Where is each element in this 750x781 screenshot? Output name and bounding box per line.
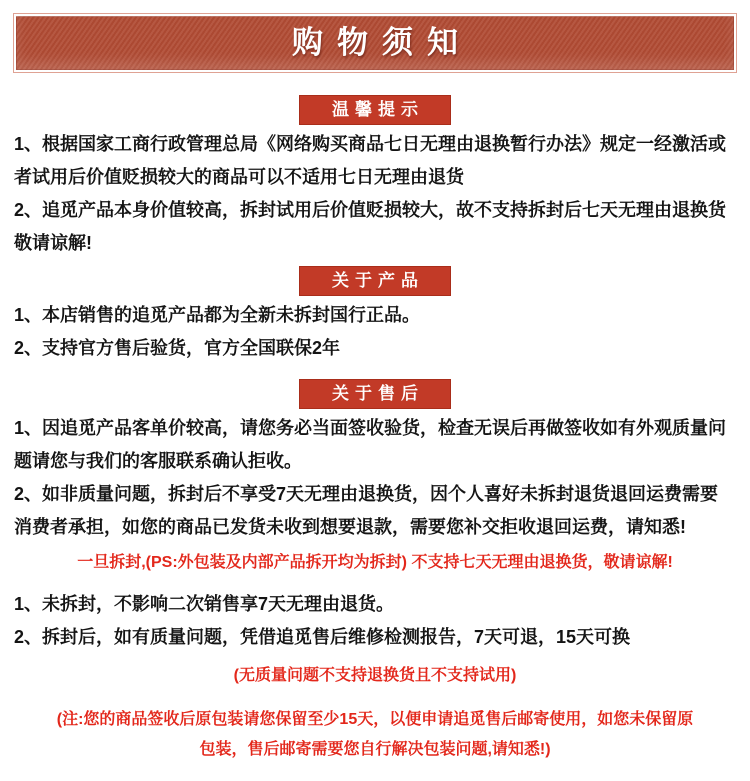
section-return-rules-body bbox=[0, 588, 750, 654]
keep-packaging-note: (注:您的商品签收后原包装请您保留至少15天，以便申请追觅售后邮寄使用，如您未保留原包装，售后邮寄需要您自行解决包装问题,请知悉!) bbox=[56, 711, 694, 758]
notice-paragraph: 1、本店销售的追觅产品都为全新未拆封国行正品。 bbox=[14, 305, 421, 325]
title-banner-frame bbox=[13, 13, 737, 73]
no-quality-issue-warning: (无质量问题不支持退换货且不支持试用) bbox=[233, 667, 517, 684]
unseal-warning-text: 一旦拆封,(PS:外包装及内部产品拆开均为拆封) 不支持七天无理由退换货，敬请谅解! bbox=[77, 554, 673, 571]
section-aftersale-body bbox=[0, 412, 750, 544]
section-header-tips: 温馨提示 bbox=[299, 95, 451, 125]
notice-paragraph: 1、未拆封，不影响二次销售享7天无理由退货。 bbox=[14, 594, 395, 614]
section-tips-body bbox=[0, 128, 750, 260]
section-header-product: 关于产品 bbox=[299, 266, 451, 296]
notice-paragraph: 2、支持官方售后验货，官方全国联保2年 bbox=[14, 338, 341, 358]
notice-paragraph: 2、如非质量问题，拆封后不享受7天无理由退换货，因个人喜好未拆封退货退回运费需要消费者承担，如您的商品已发货未收到想要退款，需要您补交拒收退回运费，请知悉! bbox=[14, 484, 719, 537]
section-product-body bbox=[0, 299, 750, 365]
notice-paragraph: 1、根据国家工商行政管理总局《网络购买商品七日无理由退换暂行办法》规定一经激活或者试用后价值贬损较大的商品可以不适用七日无理由退货 bbox=[14, 134, 727, 187]
page-title: 购物须知 bbox=[292, 25, 472, 60]
section-header-aftersale: 关于售后 bbox=[299, 379, 451, 409]
title-banner bbox=[16, 16, 734, 70]
notice-paragraph: 1、因追觅产品客单价较高，请您务必当面签收验货，检查无误后再做签收如有外观质量问题请您与我们的客服联系确认拒收。 bbox=[14, 418, 727, 471]
notice-paragraph: 2、拆封后，如有质量问题，凭借追觅售后维修检测报告，7天可退，15天可换 bbox=[14, 627, 631, 647]
notice-paragraph: 2、追觅产品本身价值较高，拆封试用后价值贬损较大，故不支持拆封后七天无理由退换货敬请谅解! bbox=[14, 200, 727, 253]
